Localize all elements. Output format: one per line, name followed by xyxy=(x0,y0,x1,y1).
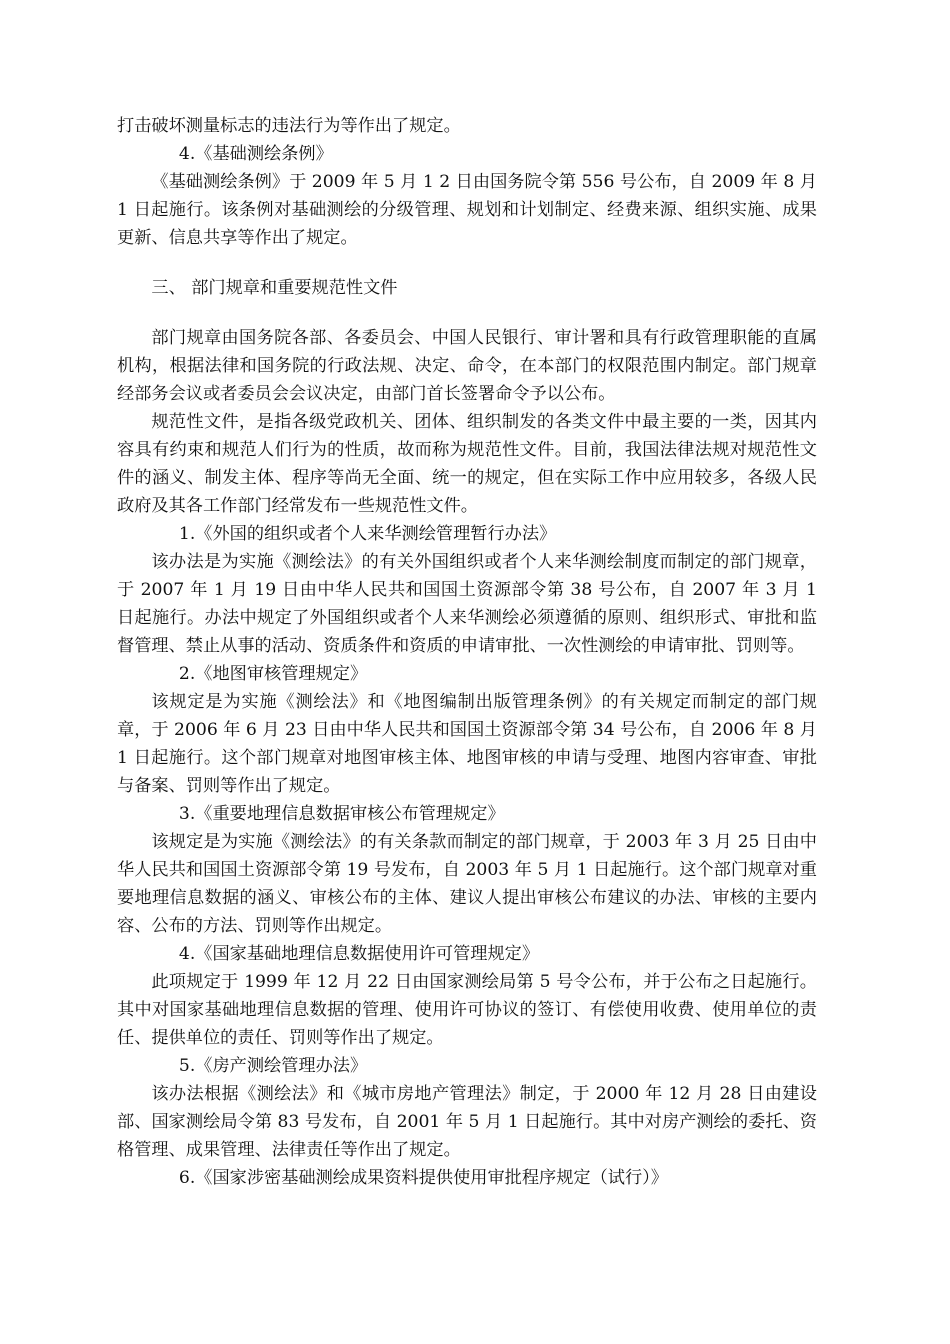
paragraph: 此项规定于 1999 年 12 月 22 日由国家测绘局第 5 号令公布，并于公布之日起施行。其中对国家基础地理信息数据的管理、使用许可协议的签订、有偿使用收费、使用单位的责任、提供单位的责任、罚则等作出了规定。 xyxy=(117,972,817,1048)
paragraph: 该规定是为实施《测绘法》和《地图编制出版管理条例》的有关规定而制定的部门规章，于 2006 年 6 月 23 日由中华人民共和国国土资源部令第 34 号公布，自 2006 年 8 月 1 日起施行。这个部门规章对地图审核主体、地图审核的申请与受理、地图内容审查、审批与备案、罚则等作出了规定。 xyxy=(117,692,817,796)
item-title: 4.《基础测绘条例》 xyxy=(178,144,333,164)
item-title: 6.《国家涉密基础测绘成果资料提供使用审批程序规定（试行）》 xyxy=(178,1168,668,1188)
section-heading: 三、 部门规章和重要规范性文件 xyxy=(151,278,398,298)
item-title: 5.《房产测绘管理办法》 xyxy=(178,1056,368,1076)
paragraph-continued: 打击破坏测量标志的违法行为等作出了规定。 xyxy=(117,116,461,136)
paragraph: 规范性文件，是指各级党政机关、团体、组织制发的各类文件中最主要的一类，因其内容具有约束和规范人们行为的性质，故而称为规范性文件。目前，我国法律法规对规范性文件的涵义、制发主体、程序等尚无全面、统一的规定，但在实际工作中应用较多，各级人民政府及其各工作部门经常发布一些规范性文件。 xyxy=(117,412,817,516)
paragraph: 《基础测绘条例》于 2009 年 5 月 1 2 日由国务院令第 556 号公布，自 2009 年 8 月 1 日起施行。该条例对基础测绘的分级管理、规划和计划制定、经费来源、组织实施、成果更新、信息共享等作出了规定。 xyxy=(117,172,817,248)
paragraph: 该办法是为实施《测绘法》的有关外国组织或者个人来华测绘制度而制定的部门规章，于 2007 年 1 月 19 日由中华人民共和国国土资源部令第 38 号公布，自 2007 年 3 月 1 日起施行。办法中规定了外国组织或者个人来华测绘必须遵循的原则、组织形式、审批和监督管理、禁止从事的活动、资质条件和资质的申请审批、一次性测绘的申请审批、罚则等。 xyxy=(117,552,817,656)
document-page xyxy=(117,112,817,1192)
paragraph: 该规定是为实施《测绘法》的有关条款而制定的部门规章，于 2003 年 3 月 25 日由中华人民共和国国土资源部令第 19 号发布，自 2003 年 5 月 1 日起施行。这个部门规章对重要地理信息数据的涵义、审核公布的主体、建议人提出审核公布建议的办法、审核的主要内容、公布的方法、罚则等作出规定。 xyxy=(117,832,817,936)
item-title: 4.《国家基础地理信息数据使用许可管理规定》 xyxy=(178,944,540,964)
paragraph: 部门规章由国务院各部、各委员会、中国人民银行、审计署和具有行政管理职能的直属机构，根据法律和国务院的行政法规、决定、命令，在本部门的权限范围内制定。部门规章经部务会议或者委员会会议决定，由部门首长签署命令予以公布。 xyxy=(117,328,817,404)
item-title: 3.《重要地理信息数据审核公布管理规定》 xyxy=(178,804,505,824)
item-title: 2.《地图审核管理规定》 xyxy=(178,664,368,684)
item-title: 1.《外国的组织或者个人来华测绘管理暂行办法》 xyxy=(178,524,557,544)
paragraph: 该办法根据《测绘法》和《城市房地产管理法》制定，于 2000 年 12 月 28 日由建设部、国家测绘局令第 83 号发布，自 2001 年 5 月 1 日起施行。其中对房产测绘的委托、资格管理、成果管理、法律责任等作出了规定。 xyxy=(117,1084,817,1160)
